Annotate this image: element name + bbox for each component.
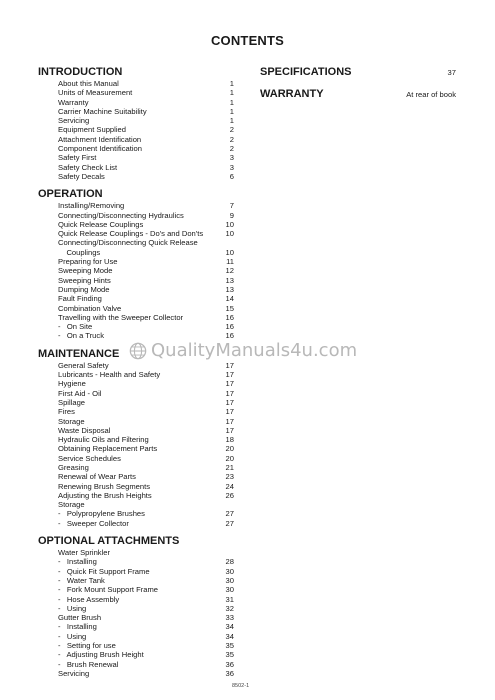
toc-entry-label: Component Identification [58, 144, 143, 154]
toc-entry-page: 18 [225, 435, 234, 445]
toc-entry-page: 35 [225, 650, 234, 660]
toc-entry-page: 20 [225, 444, 234, 454]
toc-entry-label: Greasing [58, 462, 89, 472]
toc-entry[interactable] [38, 482, 234, 491]
toc-entry[interactable] [38, 509, 234, 518]
toc-entry-page: 17 [225, 407, 234, 417]
toc-entry[interactable] [38, 622, 234, 631]
toc-entry[interactable] [38, 576, 234, 585]
toc-entry-label: Adjusting the Brush Heights [58, 490, 152, 500]
toc-entry-label: Waste Disposal [58, 425, 111, 435]
section-heading[interactable]: INTRODUCTION [38, 66, 123, 78]
toc-entry-page [222, 548, 234, 557]
toc-entry-page: 2 [229, 125, 234, 135]
toc-entry-label: Gutter Brush [58, 613, 102, 623]
toc-entry-label: Renewal of Wear Parts [58, 472, 136, 482]
toc-entry[interactable] [38, 276, 234, 285]
toc-entry-page: 2 [229, 144, 234, 154]
toc-entry-page: 1 [229, 88, 234, 98]
section-heading[interactable]: OPTIONAL ATTACHMENTS [38, 535, 180, 548]
toc-entry-label: Hygiene [58, 379, 86, 389]
toc-entry-label: Equipment Supplied [58, 125, 126, 135]
toc-entry-page: 7 [229, 201, 234, 211]
toc-entry-page: 30 [225, 585, 234, 595]
toc-entry[interactable] [38, 163, 234, 172]
toc-entry[interactable] [38, 266, 234, 275]
toc-entry-page: 1 [229, 116, 234, 126]
toc-entry-page: 6 [229, 171, 234, 181]
warranty-row[interactable] [260, 88, 456, 100]
specifications-heading: SPECIFICATIONS [260, 66, 352, 78]
toc-entry-label: Connecting/Disconnecting Hydraulics [58, 210, 184, 220]
toc-entry-label: - Water Tank [58, 575, 105, 585]
footer-code: 8502-1 [232, 683, 250, 689]
toc-entry[interactable] [38, 379, 234, 388]
toc-entry[interactable] [38, 463, 234, 472]
toc-entry[interactable] [38, 107, 234, 116]
toc-entry-page: 12 [225, 266, 234, 276]
section-heading[interactable]: OPERATION [38, 188, 103, 201]
toc-entry-page: 13 [225, 275, 234, 285]
toc-entry-label: Obtaining Replacement Parts [58, 444, 158, 454]
toc-entry-page: 13 [225, 284, 234, 294]
toc-entry[interactable] [38, 500, 234, 509]
toc-entry-label: Units of Measurement [58, 88, 133, 98]
contents-left-column [38, 66, 234, 685]
toc-entry[interactable] [38, 585, 234, 594]
toc-entry-page: 17 [225, 360, 234, 370]
toc-entry-page [222, 500, 234, 509]
toc-entry[interactable] [38, 313, 234, 322]
toc-entry-label: Quick Release Couplings - Do's and Don'ts [58, 229, 204, 239]
toc-entry-label: Storage [58, 416, 85, 426]
toc-entry-label: Storage [58, 500, 85, 510]
toc-entry[interactable] [38, 595, 234, 604]
toc-entry-page: 17 [225, 379, 234, 389]
toc-entry-label: General Safety [58, 360, 109, 370]
toc-entry-label: Carrier Machine Suitability [58, 106, 147, 116]
toc-entry-label: Warranty [58, 97, 89, 107]
toc-entry-page: 32 [225, 603, 234, 613]
toc-entry-page: 35 [225, 641, 234, 651]
toc-entry[interactable] [38, 211, 234, 220]
toc-entry-label: - Setting for use [58, 641, 116, 651]
toc-entry-label: - Polypropylene Brushes [58, 509, 145, 519]
toc-entry[interactable] [38, 304, 234, 313]
section-maintenance [38, 348, 234, 528]
toc-entry-label: Servicing [58, 116, 90, 126]
toc-entry-page: 30 [225, 566, 234, 576]
toc-entry-page: 28 [225, 557, 234, 567]
toc-entry-label: Servicing [58, 668, 90, 678]
toc-entry-page: 26 [225, 490, 234, 500]
toc-entry-label: Fault Finding [58, 294, 102, 304]
watermark [129, 340, 357, 361]
toc-entry[interactable] [38, 370, 234, 379]
specifications-page: 37 [447, 68, 456, 77]
toc-entry-page: 16 [225, 312, 234, 322]
toc-entry[interactable] [38, 641, 234, 650]
toc-entry[interactable] [38, 88, 234, 97]
globe-icon [129, 342, 147, 360]
toc-entry-label: - Fork Mount Support Frame [58, 585, 159, 595]
toc-entry[interactable] [38, 229, 234, 238]
toc-entry-page: 34 [225, 622, 234, 632]
toc-entry[interactable] [38, 604, 234, 613]
toc-entry-page: 21 [225, 462, 234, 472]
toc-entry-page: 17 [225, 416, 234, 426]
toc-entry[interactable] [38, 567, 234, 576]
toc-entry[interactable] [38, 407, 234, 416]
toc-entry[interactable] [38, 613, 234, 622]
toc-entry-label: Hydraulic Oils and Filtering [58, 435, 149, 445]
toc-entry-page: 15 [225, 303, 234, 313]
toc-entry-page: 17 [225, 425, 234, 435]
section-optional-attachments [38, 535, 234, 678]
toc-entry-page: 31 [225, 594, 234, 604]
toc-entry-label: Service Schedules [58, 453, 121, 463]
toc-entry-label: - Using [58, 603, 87, 613]
toc-entry[interactable] [38, 650, 234, 659]
toc-entry-label: - On a Truck [58, 331, 104, 341]
toc-entry-label: Fires [58, 407, 75, 417]
toc-entry-label: - Quick Fit Support Frame [58, 566, 150, 576]
toc-entry[interactable] [38, 454, 234, 463]
toc-entry-label: - Installing [58, 622, 97, 632]
toc-entry-label: - Sweeper Collector [58, 518, 129, 528]
page-title: CONTENTS [210, 33, 285, 48]
toc-entry[interactable] [38, 248, 234, 257]
toc-entry[interactable] [38, 322, 234, 331]
toc-entry-page: 27 [225, 518, 234, 528]
toc-entry-label: - Brush Renewal [58, 659, 119, 669]
toc-entry-page: 1 [229, 106, 234, 116]
toc-entry-page: 17 [225, 370, 234, 380]
toc-entry-page: 1 [229, 97, 234, 107]
toc-entry[interactable] [38, 417, 234, 426]
toc-entry[interactable] [38, 398, 234, 407]
toc-entry-page: 9 [229, 210, 234, 220]
toc-entry-label: Preparing for Use [58, 257, 118, 267]
toc-entry[interactable] [38, 257, 234, 266]
warranty-page: At rear of book [406, 90, 456, 99]
specifications-row[interactable] [260, 66, 456, 78]
toc-entry[interactable] [38, 444, 234, 453]
warranty-heading: WARRANTY [260, 88, 324, 100]
toc-entry-label: - On Site [58, 322, 93, 332]
toc-entry-page: 3 [229, 162, 234, 172]
toc-entry-label: Couplings [58, 247, 101, 257]
toc-entry-label: Combination Valve [58, 303, 122, 313]
toc-entry-page: 17 [225, 397, 234, 407]
toc-entry-page: 11 [226, 257, 234, 267]
toc-entry-page: 10 [225, 247, 234, 257]
toc-entry-page: 34 [225, 631, 234, 641]
watermark-text: QualityManuals4u.com [151, 340, 358, 361]
toc-entry-page: 16 [225, 331, 234, 341]
toc-entry-label: - Hose Assembly [58, 594, 120, 604]
toc-entry-page: 16 [225, 322, 234, 332]
toc-entry-label: About this Manual [58, 79, 119, 88]
toc-entry-page: 2 [229, 134, 234, 144]
toc-entry-label: Sweeping Hints [58, 275, 111, 285]
toc-entry-page: 23 [225, 472, 234, 482]
toc-entry[interactable] [38, 491, 234, 500]
toc-entry[interactable] [38, 557, 234, 566]
toc-entry[interactable] [38, 426, 234, 435]
toc-entry[interactable] [38, 125, 234, 134]
toc-entry[interactable] [38, 472, 234, 481]
toc-entry-label: - Installing [58, 557, 97, 567]
toc-entry[interactable] [38, 548, 234, 557]
toc-entry-label: Safety Decals [58, 171, 105, 181]
toc-entry-label: First Aid - Oil [58, 388, 102, 398]
section-operation [38, 188, 234, 340]
toc-entry-page: 17 [225, 388, 234, 398]
toc-entry[interactable] [38, 79, 234, 88]
toc-entry[interactable] [38, 98, 234, 107]
toc-entry[interactable] [38, 153, 234, 162]
toc-entry[interactable] [38, 669, 234, 678]
toc-entry-page: 3 [229, 153, 234, 163]
toc-entry-label: - Using [58, 631, 87, 641]
toc-entry-page: 27 [225, 509, 234, 519]
toc-entry-page: 36 [225, 659, 234, 669]
toc-entry-label: Attachment Identification [58, 134, 142, 144]
toc-entry[interactable] [38, 389, 234, 398]
section-heading[interactable]: MAINTENANCE [38, 347, 120, 360]
toc-entry[interactable] [38, 632, 234, 641]
toc-entry[interactable] [38, 285, 234, 294]
toc-entry[interactable] [38, 294, 234, 303]
toc-entry-page: 33 [225, 613, 234, 623]
toc-entry-page: 10 [225, 229, 234, 239]
toc-entry-label: Safety First [58, 153, 97, 163]
toc-entry-label: Spillage [58, 397, 86, 407]
toc-entry-label: Renewing Brush Segments [58, 481, 151, 491]
toc-entry-page: 30 [225, 575, 234, 585]
toc-entry-label: Sweeping Mode [58, 266, 113, 276]
toc-entry[interactable] [38, 116, 234, 125]
toc-entry[interactable] [38, 220, 234, 229]
toc-entry-page: 1 [229, 79, 234, 88]
toc-entry-label: Lubricants - Health and Safety [58, 370, 161, 380]
toc-entry-label: Installing/Removing [58, 201, 125, 211]
toc-entry[interactable] [38, 238, 234, 247]
toc-entry-page: 36 [225, 668, 234, 678]
toc-entry[interactable] [38, 135, 234, 144]
toc-entry[interactable] [38, 361, 234, 370]
toc-entry-label: - Adjusting Brush Height [58, 650, 144, 660]
toc-entry-label: Travelling with the Sweeper Collector [58, 312, 184, 322]
toc-entry-page: 14 [225, 294, 234, 304]
toc-entry-page: 20 [225, 453, 234, 463]
toc-entry[interactable] [38, 519, 234, 528]
toc-entry-label: Dumping Mode [58, 284, 110, 294]
toc-entry-label: Quick Release Couplings [58, 219, 144, 229]
toc-entry[interactable] [38, 201, 234, 210]
toc-entry-label: Water Sprinkler [58, 548, 111, 558]
toc-entry[interactable] [38, 144, 234, 153]
toc-entry-page: 10 [225, 219, 234, 229]
toc-entry[interactable] [38, 660, 234, 669]
toc-entry[interactable] [38, 172, 234, 181]
contents-right-column [260, 66, 456, 110]
toc-entry-label: Connecting/Disconnecting Quick Release [58, 238, 198, 248]
toc-entry-label: Safety Check List [58, 162, 118, 172]
toc-entry-page: 24 [225, 481, 234, 491]
section-introduction [38, 66, 234, 181]
toc-entry-page [222, 238, 234, 247]
toc-entry[interactable] [38, 435, 234, 444]
